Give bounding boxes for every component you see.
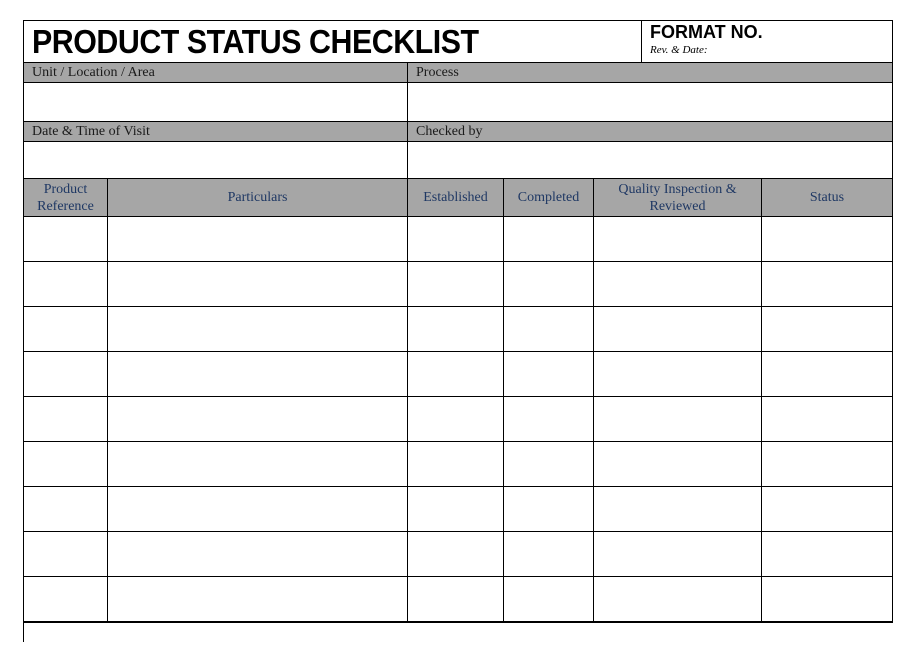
checked-by-label: Checked by (416, 124, 483, 139)
cell-status[interactable] (761, 397, 892, 442)
table-row (24, 397, 892, 442)
table-row (24, 307, 892, 352)
column-header-product-reference: Product Reference (37, 181, 94, 214)
cell-quality-inspection[interactable] (593, 307, 761, 352)
cell-particulars[interactable] (107, 217, 407, 262)
column-header-status: Status (761, 179, 892, 216)
cell-completed[interactable] (503, 307, 593, 352)
checklist-form (23, 20, 893, 623)
cell-established[interactable] (407, 262, 503, 307)
cell-status[interactable] (761, 442, 892, 487)
cell-established[interactable] (407, 577, 503, 622)
cell-established[interactable] (407, 397, 503, 442)
cell-status[interactable] (761, 262, 892, 307)
cell-established[interactable] (407, 307, 503, 352)
info-band-2 (24, 122, 892, 142)
cell-product-reference[interactable] (24, 262, 107, 307)
cell-product-reference[interactable] (24, 352, 107, 397)
cell-quality-inspection[interactable] (593, 217, 761, 262)
cell-status[interactable] (761, 487, 892, 532)
cell-quality-inspection[interactable] (593, 532, 761, 577)
format-no-label: FORMAT NO. (650, 22, 763, 42)
cell-particulars[interactable] (107, 532, 407, 577)
column-header-completed: Completed (503, 179, 593, 216)
cell-completed[interactable] (503, 397, 593, 442)
cell-particulars[interactable] (107, 397, 407, 442)
cell-particulars[interactable] (107, 307, 407, 352)
cell-product-reference[interactable] (24, 577, 107, 622)
cell-product-reference[interactable] (24, 217, 107, 262)
cell-quality-inspection[interactable] (593, 487, 761, 532)
cell-established[interactable] (407, 352, 503, 397)
cell-status[interactable] (761, 577, 892, 622)
cell-completed[interactable] (503, 352, 593, 397)
table-row (24, 262, 892, 307)
unit-location-area-label: Unit / Location / Area (32, 65, 155, 80)
cell-product-reference[interactable] (24, 442, 107, 487)
cell-completed[interactable] (503, 532, 593, 577)
cell-particulars[interactable] (107, 352, 407, 397)
cell-established[interactable] (407, 442, 503, 487)
cell-established[interactable] (407, 217, 503, 262)
info-band-1 (24, 63, 892, 83)
cell-quality-inspection[interactable] (593, 577, 761, 622)
cell-quality-inspection[interactable] (593, 397, 761, 442)
cell-completed[interactable] (503, 262, 593, 307)
cell-completed[interactable] (503, 487, 593, 532)
cell-completed[interactable] (503, 217, 593, 262)
rev-date-label: Rev. & Date: (650, 44, 708, 56)
table-row (24, 217, 892, 262)
table-row (24, 532, 892, 577)
cell-product-reference[interactable] (24, 532, 107, 577)
cell-completed[interactable] (503, 442, 593, 487)
page-margin-mark (23, 623, 24, 642)
format-box (641, 21, 892, 63)
table-row (24, 442, 892, 487)
process-label: Process (416, 65, 459, 80)
cell-status[interactable] (761, 532, 892, 577)
cell-product-reference[interactable] (24, 397, 107, 442)
unit-location-area-field[interactable] (24, 83, 407, 122)
column-divider (407, 63, 408, 83)
column-header-quality-inspection: Quality Inspection & Reviewed (593, 179, 761, 216)
table-body (24, 217, 892, 622)
process-field[interactable] (407, 83, 892, 122)
cell-established[interactable] (407, 532, 503, 577)
table-row (24, 352, 892, 397)
column-divider (407, 122, 408, 142)
cell-status[interactable] (761, 307, 892, 352)
date-time-of-visit-field[interactable] (24, 142, 407, 179)
cell-quality-inspection[interactable] (593, 442, 761, 487)
checked-by-field[interactable] (407, 142, 892, 179)
cell-quality-inspection[interactable] (593, 262, 761, 307)
cell-completed[interactable] (503, 577, 593, 622)
cell-status[interactable] (761, 217, 892, 262)
table-row (24, 487, 892, 532)
cell-particulars[interactable] (107, 262, 407, 307)
cell-quality-inspection[interactable] (593, 352, 761, 397)
document-title: PRODUCT STATUS CHECKLIST (32, 23, 479, 60)
title-row (24, 21, 892, 63)
date-time-of-visit-label: Date & Time of Visit (32, 124, 150, 139)
cell-particulars[interactable] (107, 487, 407, 532)
cell-established[interactable] (407, 487, 503, 532)
cell-particulars[interactable] (107, 442, 407, 487)
cell-particulars[interactable] (107, 577, 407, 622)
column-header-established: Established (407, 179, 503, 216)
cell-product-reference[interactable] (24, 307, 107, 352)
cell-status[interactable] (761, 352, 892, 397)
cell-product-reference[interactable] (24, 487, 107, 532)
column-header-particulars: Particulars (107, 179, 407, 216)
table-row (24, 577, 892, 622)
table-header (24, 179, 892, 217)
